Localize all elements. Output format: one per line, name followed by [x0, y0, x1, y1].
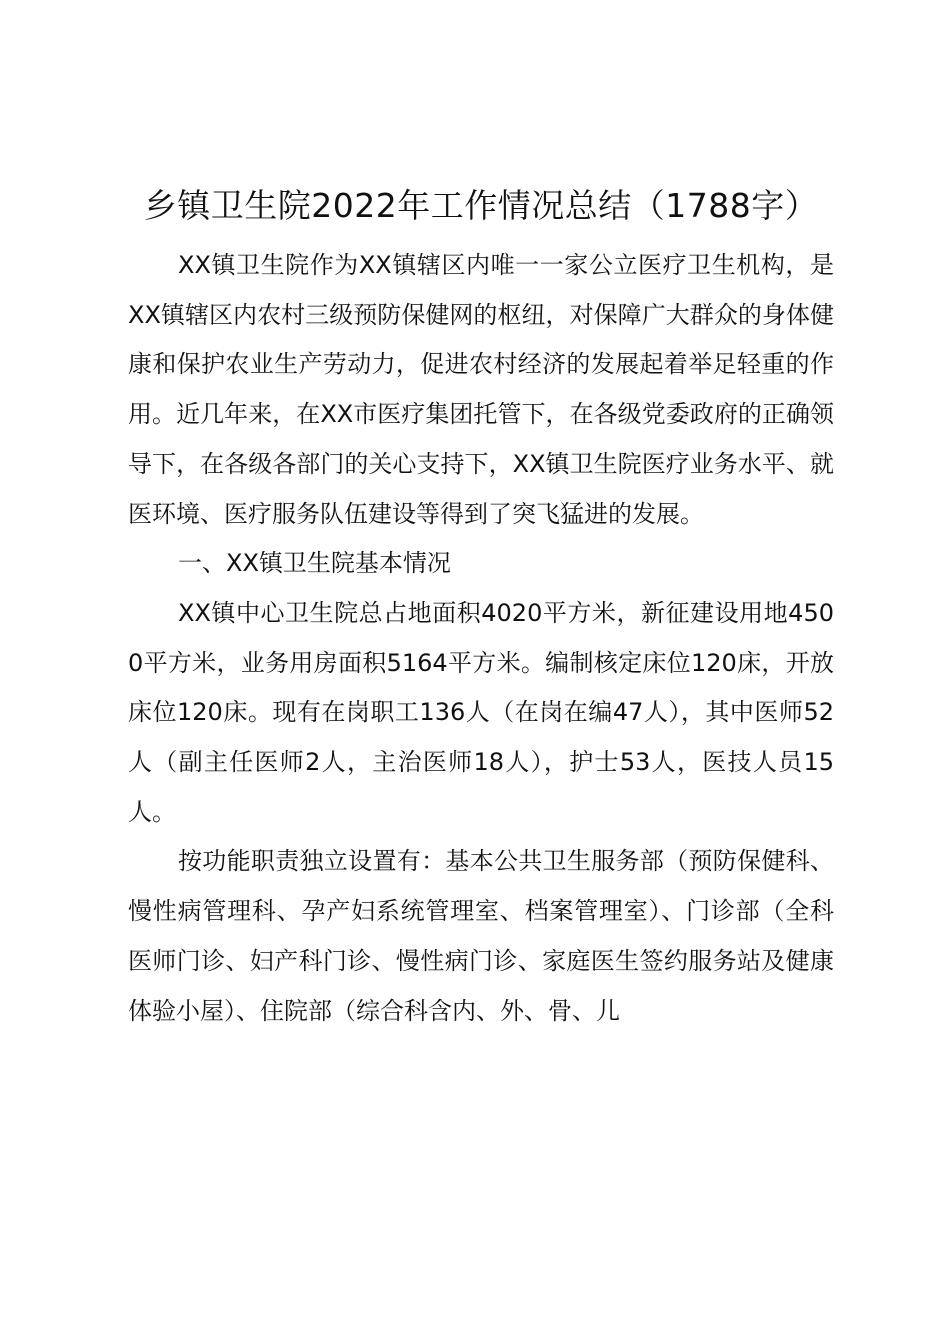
intro-paragraph: XX镇卫生院作为XX镇辖区内唯一一家公立医疗卫生机构，是XX镇辖区内农村三级预防保健网的枢纽，对保障广大群众的身体健康和保护农业生产劳动力，促进农村经济的发展起着举足轻重的作用。近几年来，在XX市医疗集团托管下，在各级党委政府的正确领导下，在各级各部门的关心支持下，XX镇卫生院医疗业务水平、就医环境、医疗服务队伍建设等得到了突飞猛进的发展。 — [128, 251, 834, 528]
document-page — [128, 183, 834, 1036]
departments-paragraph: 按功能职责独立设置有：基本公共卫生服务部（预防保健科、慢性病管理科、孕产妇系统管理室、档案管理室）、门诊部（全科医师门诊、妇产科门诊、慢性病门诊、家庭医生签约服务站及健康体验小屋）、住院部（综合科含内、外、骨、儿 — [128, 847, 834, 1025]
basic-info-paragraph: XX镇中心卫生院总占地面积4020平方米，新征建设用地4500平方米，业务用房面积5164平方米。编制核定床位120床，开放床位120床。现有在岗职工136人（在岗在编47人），其中医师52人（副主任医师2人，主治医师18人），护士53人，医技人员15人。 — [128, 598, 834, 826]
document-title: 乡镇卫生院2022年工作情况总结（1788字） — [143, 186, 819, 225]
section-heading-basic-info: 一、XX镇卫生院基本情况 — [178, 549, 451, 578]
